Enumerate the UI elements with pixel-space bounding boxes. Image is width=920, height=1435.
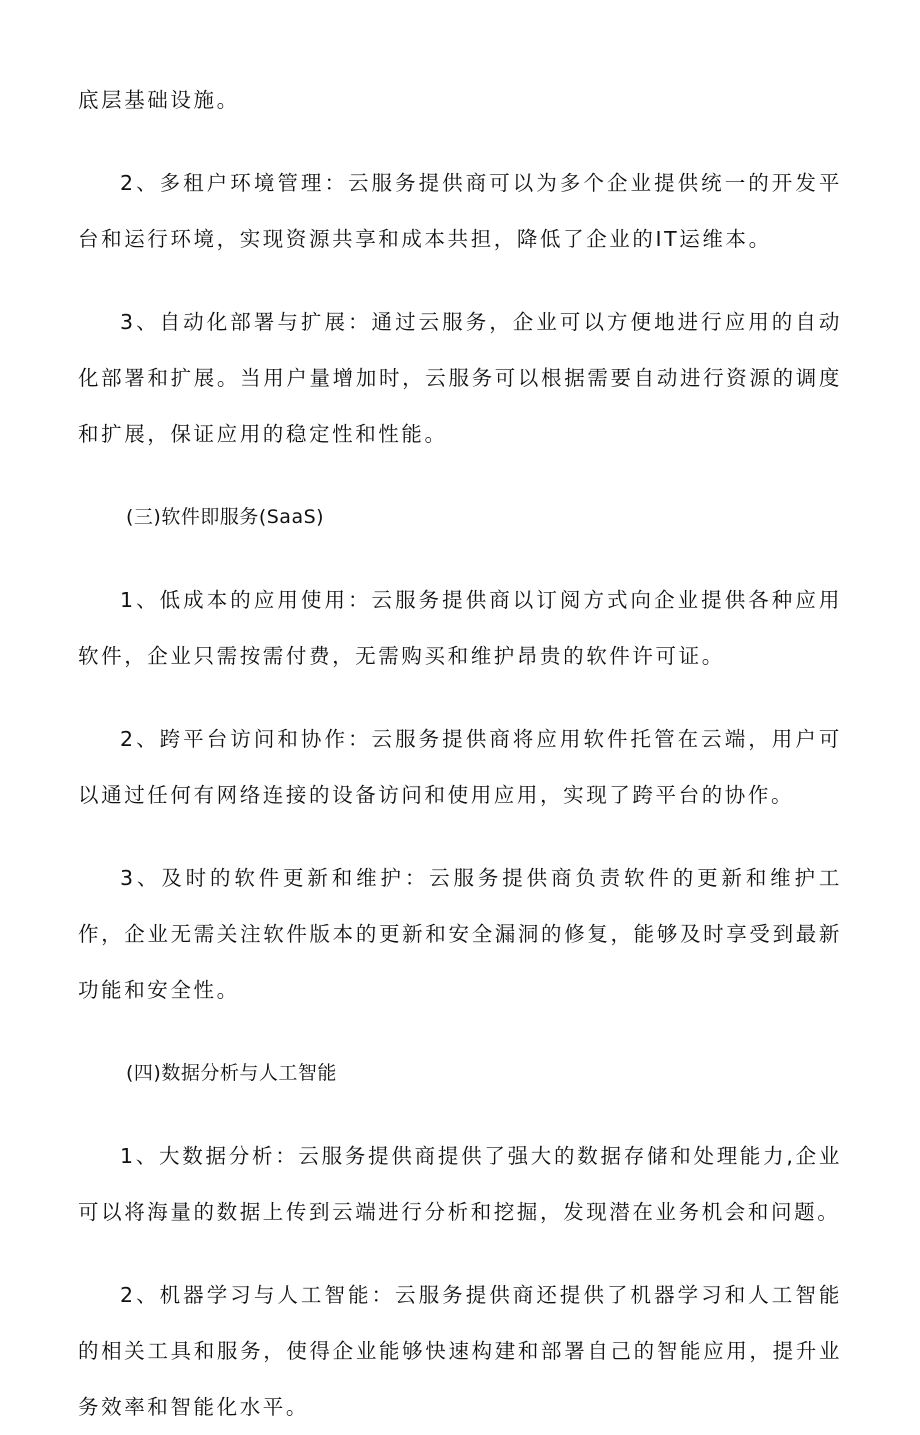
spacer [78,267,842,294]
saas-item-2: 2、跨平台访问和协作：云服务提供商将应用软件托管在云端，用户可以通过任何有网络连接的设备访问和使用应用，实现了跨平台的协作。 [78,727,842,807]
document-body [78,72,842,1435]
spacer [78,823,842,850]
spacer [78,545,842,572]
saas-item-1: 1、低成本的应用使用：云服务提供商以订阅方式向企业提供各种应用软件，企业只需按需付费，无需购买和维护昂贵的软件许可证。 [78,588,842,668]
spacer [78,1101,842,1128]
spacer [78,684,842,711]
spacer [78,462,842,489]
paas-item-2: 2、多租户环境管理：云服务提供商可以为多个企业提供统一的开发平台和运行环境，实现资源共享和成本共担，降低了企业的IT运维本。 [78,171,842,251]
spacer [78,1018,842,1045]
section-heading-ai: (四)数据分析与人工智能 [126,1062,337,1084]
intro-continuation: 底层基础设施。 [78,88,240,112]
spacer [78,1240,842,1267]
ai-item-2: 2、机器学习与人工智能：云服务提供商还提供了机器学习和人工智能的相关工具和服务，使得企业能够快速构建和部署自己的智能应用，提升业务效率和智能化水平。 [78,1283,842,1419]
saas-item-3: 3、及时的软件更新和维护：云服务提供商负责软件的更新和维护工作，企业无需关注软件版本的更新和安全漏洞的修复，能够及时享受到最新功能和安全性。 [78,866,842,1002]
ai-item-1: 1、大数据分析：云服务提供商提供了强大的数据存储和处理能力,企业可以将海量的数据上传到云端进行分析和挖掘，发现潜在业务机会和问题。 [78,1144,842,1224]
section-heading-saas: (三)软件即服务(SaaS) [126,506,325,528]
spacer [78,128,842,155]
paas-item-3: 3、自动化部署与扩展：通过云服务，企业可以方便地进行应用的自动化部署和扩展。当用户量增加时，云服务可以根据需要自动进行资源的调度和扩展，保证应用的稳定性和性能。 [78,310,842,446]
